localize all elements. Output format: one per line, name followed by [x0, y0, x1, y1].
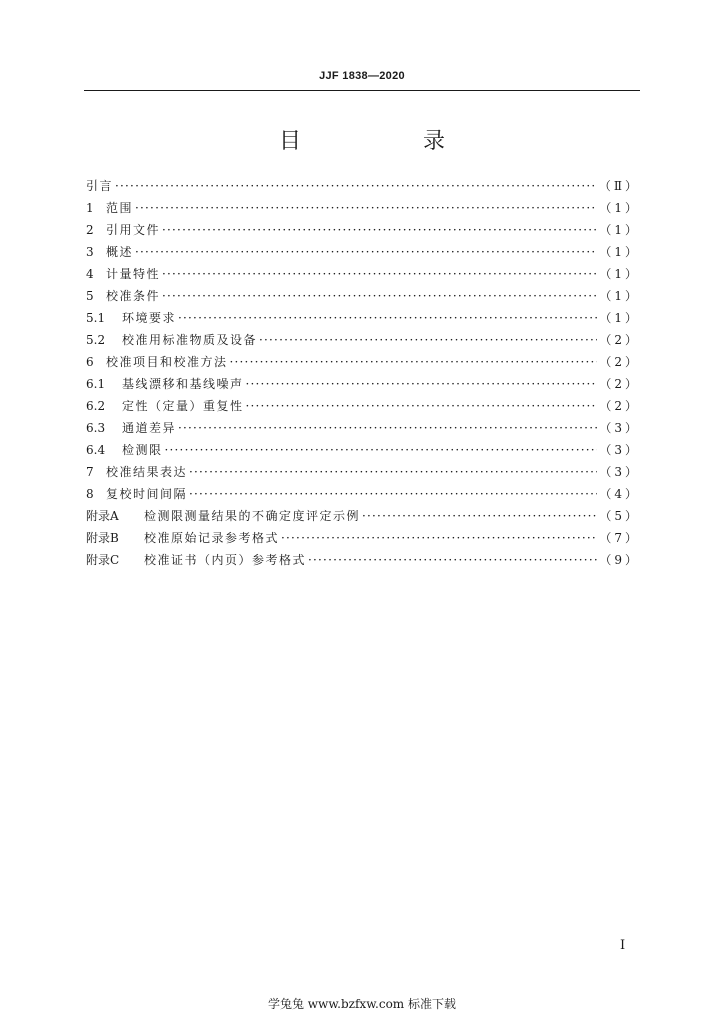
toc-leader-dots	[135, 197, 597, 219]
toc-entry-page: （1）	[599, 311, 640, 325]
toc-entry-3[interactable]	[86, 241, 640, 263]
toc-entry-label: 通道差异	[122, 421, 177, 435]
toc-entry-number: 4	[86, 267, 94, 281]
toc-entry-page: （1）	[599, 267, 640, 281]
toc-entry-label: 计量特性	[106, 267, 161, 281]
toc-entry-label: 复校时间间隔	[106, 487, 188, 501]
toc-entry-label: 检测限	[122, 443, 163, 457]
toc-leader-dots	[162, 263, 597, 285]
toc-entry-number: 附录C	[86, 553, 120, 567]
toc-leader-dots	[178, 307, 597, 329]
toc-entry-number: 2	[86, 223, 94, 237]
toc-leader-dots	[230, 351, 598, 373]
toc-entry-6-1[interactable]	[86, 373, 640, 395]
toc-entry-appendix-c[interactable]	[86, 549, 640, 571]
toc-entry-appendix-b[interactable]	[86, 527, 640, 549]
table-of-contents	[86, 175, 640, 571]
toc-entry-label: 校准条件	[106, 289, 161, 303]
toc-leader-dots	[162, 285, 597, 307]
toc-entry-page: （9）	[599, 553, 640, 567]
toc-entry-page: （7）	[599, 531, 640, 545]
toc-entry-page: （5）	[599, 509, 640, 523]
toc-leader-dots	[162, 219, 597, 241]
toc-leader-dots	[259, 329, 597, 351]
toc-leader-dots	[189, 483, 597, 505]
toc-entry-number: 附录A	[86, 509, 119, 523]
toc-entry-page: （2）	[599, 377, 640, 391]
toc-entry-label: 概述	[106, 245, 134, 259]
toc-entry-page: （4）	[599, 487, 640, 501]
toc-entry-number: 6	[86, 355, 94, 369]
toc-leader-dots	[178, 417, 597, 439]
toc-entry-page: （1）	[599, 223, 640, 237]
toc-entry-page: （3）	[599, 465, 640, 479]
toc-entry-label: 校准结果表达	[106, 465, 188, 479]
toc-entry-number: 6.1	[86, 377, 106, 391]
toc-entry-6-4[interactable]	[86, 439, 640, 461]
toc-leader-dots	[308, 549, 597, 571]
toc-entry-number: 1	[86, 201, 94, 215]
toc-entry-label: 校准项目和校准方法	[106, 355, 228, 369]
toc-leader-dots	[281, 527, 597, 549]
toc-entry-page: （3）	[599, 443, 640, 457]
toc-entry-5-2[interactable]	[86, 329, 640, 351]
toc-entry-page: （2）	[599, 399, 640, 413]
toc-entry-5-1[interactable]	[86, 307, 640, 329]
toc-entry-page: （Ⅱ）	[598, 179, 640, 193]
header-rule	[84, 90, 640, 91]
toc-entry-label: 校准证书（内页）参考格式	[144, 553, 307, 567]
toc-entry-label: 校准用标准物质及设备	[122, 333, 258, 347]
page-number: Ⅰ	[620, 938, 626, 953]
toc-entry-page: （1）	[599, 245, 640, 259]
toc-entry-2[interactable]	[86, 219, 640, 241]
toc-entry-number: 6.3	[86, 421, 106, 435]
toc-leader-dots	[189, 461, 597, 483]
toc-entry-6[interactable]	[86, 351, 640, 373]
toc-entry-label: 引用文件	[106, 223, 161, 237]
toc-entry-appendix-a[interactable]	[86, 505, 640, 527]
toc-entry-6-3[interactable]	[86, 417, 640, 439]
toc-entry-number: 7	[86, 465, 94, 479]
toc-entry-number: 5	[86, 289, 94, 303]
toc-entry-number: 3	[86, 245, 94, 259]
toc-entry-label: 引言	[86, 179, 114, 193]
toc-entry-label: 定性（定量）重复性	[122, 399, 244, 413]
footer-watermark: 学兔兔 www.bzfxw.com 标准下载	[267, 997, 457, 1011]
toc-entry-intro[interactable]	[86, 175, 640, 197]
toc-leader-dots	[246, 395, 598, 417]
toc-entry-1[interactable]	[86, 197, 640, 219]
toc-leader-dots	[115, 175, 597, 197]
toc-entry-page: （1）	[599, 289, 640, 303]
toc-leader-dots	[246, 373, 598, 395]
toc-entry-number: 5.2	[86, 333, 106, 347]
toc-entry-page: （2）	[599, 333, 640, 347]
toc-entry-page: （2）	[599, 355, 640, 369]
document-code-header: JJF 1838—2020	[319, 70, 405, 82]
toc-entry-label: 基线漂移和基线噪声	[122, 377, 244, 391]
toc-entry-label: 校准原始记录参考格式	[144, 531, 280, 545]
toc-entry-number: 6.4	[86, 443, 106, 457]
toc-entry-7[interactable]	[86, 461, 640, 483]
toc-entry-number: 8	[86, 487, 94, 501]
toc-entry-number: 附录B	[86, 531, 119, 545]
toc-entry-label: 环境要求	[122, 311, 177, 325]
toc-entry-number: 5.1	[86, 311, 106, 325]
toc-leader-dots	[135, 241, 597, 263]
toc-entry-6-2[interactable]	[86, 395, 640, 417]
toc-entry-page: （3）	[599, 421, 640, 435]
toc-entry-number: 6.2	[86, 399, 106, 413]
toc-entry-label: 检测限测量结果的不确定度评定示例	[144, 509, 361, 523]
toc-entry-label: 范围	[106, 201, 134, 215]
toc-entry-8[interactable]	[86, 483, 640, 505]
page-title: 目 录	[278, 129, 495, 154]
toc-leader-dots	[165, 439, 598, 461]
toc-entry-page: （1）	[599, 201, 640, 215]
toc-entry-5[interactable]	[86, 285, 640, 307]
toc-entry-4[interactable]	[86, 263, 640, 285]
toc-leader-dots	[362, 505, 597, 527]
